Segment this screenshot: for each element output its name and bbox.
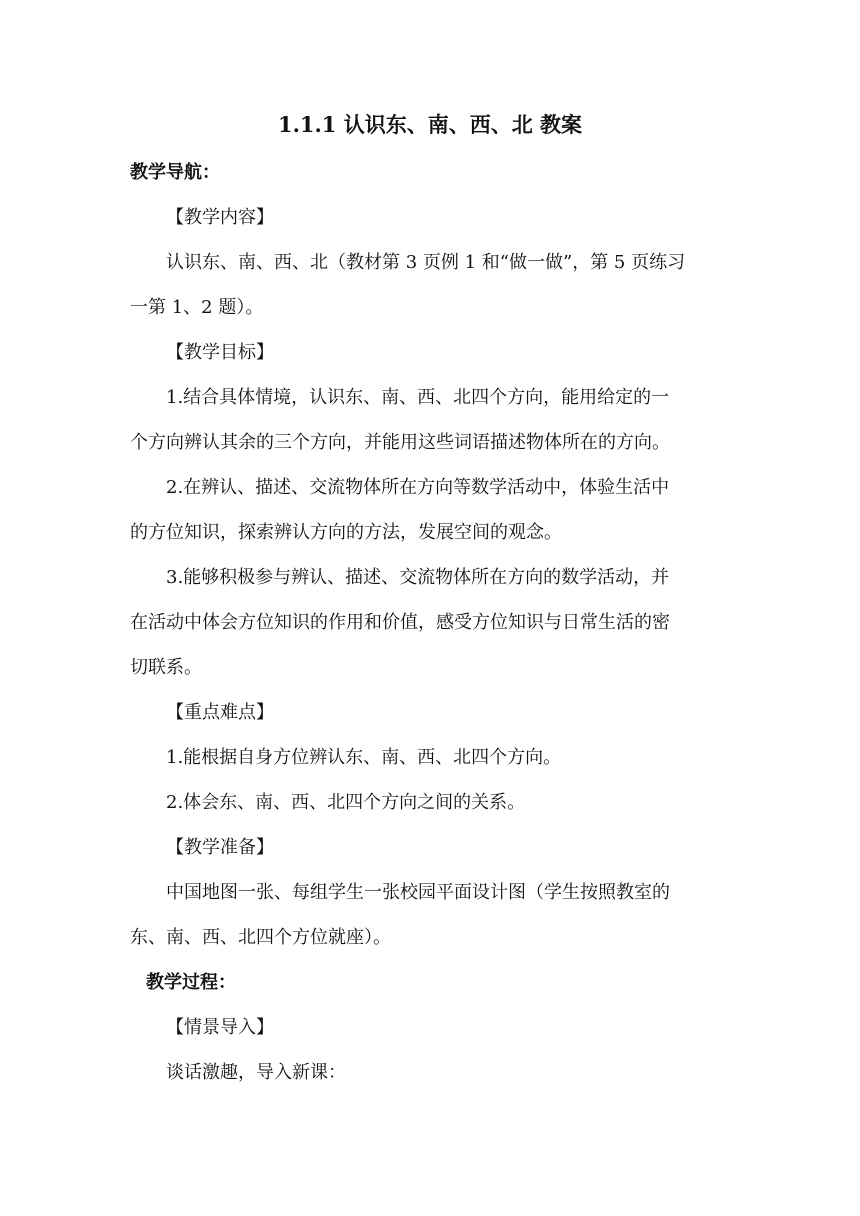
goal-3-line-3: 切联系。 xyxy=(130,657,202,678)
key-point-2: 2.体会东、南、西、北四个方向之间的关系。 xyxy=(166,792,526,813)
nav-heading: 教学导航： xyxy=(130,162,220,183)
key-point-1: 1.能根据自身方位辨认东、南、西、北四个方向。 xyxy=(166,747,562,768)
goal-1-line-2: 个方向辨认其余的三个方向，并能用这些词语描述物体所在的方向。 xyxy=(130,432,670,453)
prep-line-2: 东、南、西、北四个方位就座）。 xyxy=(130,927,391,948)
goal-2-line-2: 的方位知识，探索辨认方向的方法，发展空间的观念。 xyxy=(130,522,562,543)
goal-3-line-1: 3.能够积极参与辨认、描述、交流物体所在方向的数学活动，并 xyxy=(166,567,670,588)
content-line-1: 认识东、南、西、北（教材第 3 页例 1 和“做一做”，第 5 页练习 xyxy=(166,252,686,273)
prep-heading: 【教学准备】 xyxy=(166,837,274,858)
goal-3-line-2: 在活动中体会方位知识的作用和价值，感受方位知识与日常生活的密 xyxy=(130,612,670,633)
intro-line-1: 谈话激趣，导入新课： xyxy=(166,1062,346,1083)
document-title: 1.1.1 认识东、南、西、北 教案 xyxy=(277,112,583,137)
key-heading: 【重点难点】 xyxy=(166,702,274,723)
intro-heading: 【情景导入】 xyxy=(166,1017,274,1038)
content-heading: 【教学内容】 xyxy=(166,207,274,228)
goal-2-line-1: 2.在辨认、描述、交流物体所在方向等数学活动中，体验生活中 xyxy=(166,477,670,498)
content-line-2: 一第 1、2 题）。 xyxy=(130,297,264,318)
goal-1-line-1: 1.结合具体情境，认识东、南、西、北四个方向，能用给定的一 xyxy=(166,387,670,408)
goals-heading: 【教学目标】 xyxy=(166,342,274,363)
prep-line-1: 中国地图一张、每组学生一张校园平面设计图（学生按照教室的 xyxy=(166,882,670,903)
process-heading: 教学过程： xyxy=(146,972,236,993)
